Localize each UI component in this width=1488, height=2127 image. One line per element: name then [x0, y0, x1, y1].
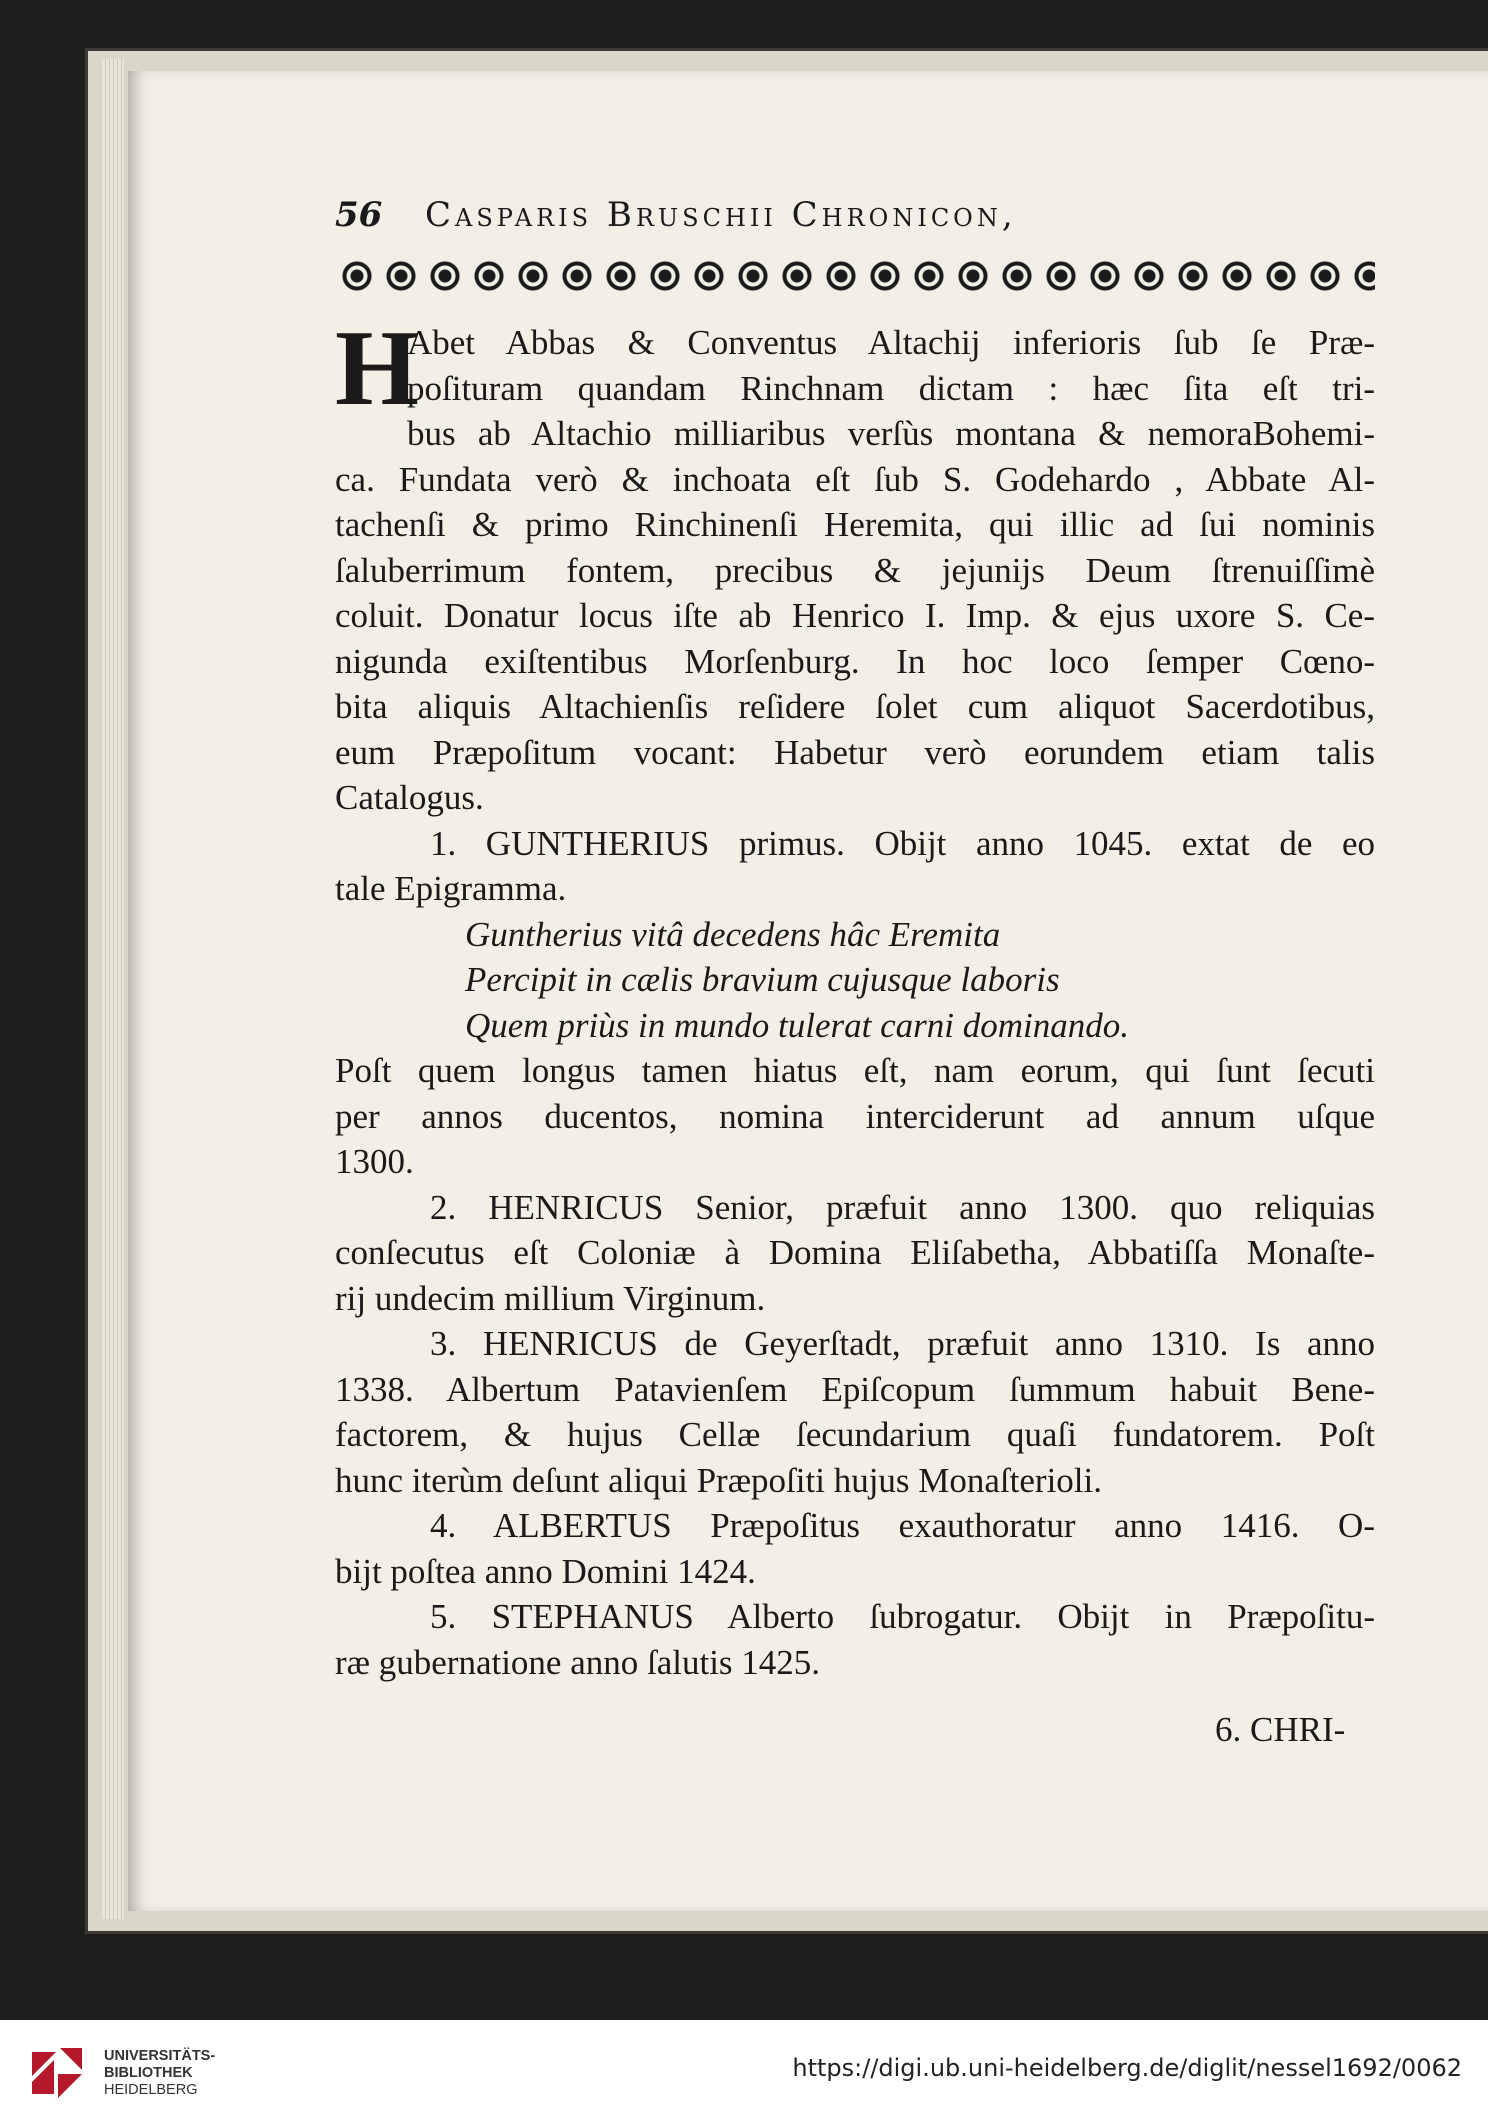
text-line: 1338. Albertum Patavienſem Epiſcopum ſummum habuit Bene- [335, 1369, 1375, 1409]
epigram-line: Quem priùs in mundo tulerat carni dominando. [465, 1005, 1130, 1045]
catchword: 6. CHRI- [1215, 1710, 1346, 1749]
text-line: poſituram quandam Rinchnam dictam : hæc ſita eſt tri- [407, 368, 1375, 408]
text-line: nigunda exiſtentibus Morſenburg. In hoc loco ſemper Cœno- [335, 641, 1375, 681]
text-line: 1300. [335, 1142, 414, 1181]
drop-capital: H [335, 309, 420, 428]
institution-name [104, 2048, 215, 2099]
epigram-line: Percipit in cælis bravium cujusque laboris [465, 960, 1060, 999]
text-line: 5. STEPHANUS Alberto ſubrogatur. Obijt in Præpoſitu- [430, 1597, 1375, 1636]
text-line: bita aliquis Altachienſis reſidere ſolet cum aliquot Sacerdotibus, [335, 687, 1375, 726]
text-line: factorem, & hujus Cellæ ſecundarium quaſi fundatorem. Poſt [335, 1415, 1375, 1454]
page-edges [102, 59, 124, 1919]
text-line: ſaluberrimum fontem, precibus & jejunijs Deum ſtrenuiſſimè [335, 550, 1375, 590]
text-line: eum Præpoſitum vocant: Habetur verò eorundem etiam talis [335, 732, 1375, 772]
text-line: Catalogus. [335, 778, 484, 817]
text-line: bus ab Altachio milliaribus verſùs montana & nemoraBohemi- [407, 414, 1375, 453]
text-line: conſecutus eſt Coloniæ à Domina Eliſabetha, Abbatiſſa Monaſte- [335, 1233, 1375, 1272]
page-header [335, 195, 1395, 245]
running-head: Casparis Bruschii Chronicon, [425, 195, 1017, 235]
text-line: 2. HENRICUS Senior, præfuit anno 1300. quo reliquias [430, 1187, 1375, 1227]
footer-bar [0, 2020, 1488, 2127]
text-line: tale Epigramma. [335, 869, 567, 908]
text-line: ca. Fundata verò & inchoata eſt ſub S. Godehardo , Abbate Al- [335, 459, 1375, 499]
text-line: tachenſi & primo Rinchinenſi Heremita, qui illic ad ſui nominis [335, 505, 1375, 544]
text-line: Abet Abbas & Conventus Altachij inferioris ſub ſe Præ- [407, 323, 1375, 362]
permalink-url[interactable]: https://digi.ub.uni-heidelberg.de/diglit/nessel1692/0062 [792, 2054, 1462, 2082]
ornamental-border [335, 254, 1375, 298]
text-line: Poſt quem longus tamen hiatus eſt, nam eorum, qui ſunt ſecuti [335, 1051, 1375, 1090]
epigram-line: Guntherius vitâ decedens hâc Eremita [465, 914, 1001, 954]
text-line: 3. HENRICUS de Geyerſtadt, præfuit anno 1310. Is anno [430, 1324, 1375, 1363]
page-number: 56 [335, 195, 383, 235]
text-line: ræ gubernatione anno ſalutis 1425. [335, 1642, 821, 1682]
text-line: per annos ducentos, nomina interciderunt ad annum uſque [335, 1096, 1375, 1136]
text-line: bijt poſtea anno Domini 1424. [335, 1551, 756, 1591]
page-body [335, 309, 1375, 1685]
text-line: hunc iterùm deſunt aliqui Præpoſiti hujus Monaſterioli. [335, 1460, 1103, 1500]
university-library-logo-icon [28, 2042, 86, 2100]
text-line: rij undecim millium Virginum. [335, 1278, 766, 1318]
institution-line: UNIVERSITÄTS- [104, 2048, 216, 2064]
text-line: 1. GUNTHERIUS primus. Obijt anno 1045. extat de eo [430, 823, 1375, 863]
text-line: coluit. Donatur locus iſte ab Henrico I. Imp. & ejus uxore S. Ce- [335, 596, 1375, 635]
institution-line: BIBLIOTHEK [104, 2065, 193, 2081]
text-line: 4. ALBERTUS Præpoſitus exauthoratur anno 1416. O- [430, 1506, 1375, 1545]
institution-line: HEIDELBERG [104, 2082, 198, 2098]
